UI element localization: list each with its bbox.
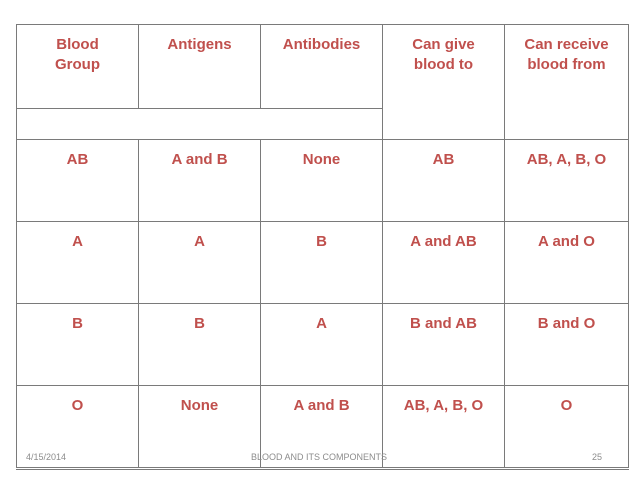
cell-blood-group: B (17, 304, 139, 386)
header-line: blood from (527, 56, 606, 73)
header-line: blood to (413, 56, 474, 73)
cell-can-receive: A and O (505, 222, 629, 304)
header-antigens (139, 25, 261, 109)
cell-can-receive: B and O (505, 304, 629, 386)
blood-group-table (16, 24, 629, 470)
cell-antibodies: B (261, 222, 383, 304)
cell-antigens: B (139, 304, 261, 386)
footer-title: BLOOD AND ITS COMPONENTS (251, 452, 388, 462)
table-row (17, 304, 629, 386)
header-line: Antibodies (282, 36, 361, 53)
cell-can-give: AB (383, 140, 505, 222)
cell-can-give: AB, A, B, O (383, 386, 505, 469)
cell-can-give: B and AB (383, 304, 505, 386)
cell-blood-group: AB (17, 140, 139, 222)
cell-antigens: A and B (139, 140, 261, 222)
cell-antibodies: None (261, 140, 383, 222)
cell-can-give: A and AB (383, 222, 505, 304)
header-line: Can receive (524, 36, 609, 53)
header-line: Can give (412, 36, 475, 53)
header-line: Blood (56, 36, 99, 53)
header-line: Antigens (167, 36, 232, 53)
header-row (17, 25, 629, 109)
table-row (17, 140, 629, 222)
table-row (17, 222, 629, 304)
header-can-receive (505, 25, 629, 140)
cell-antigens: None (139, 386, 261, 469)
footer-date: 4/15/2014 (26, 452, 67, 462)
cell-antibodies: A and B (261, 386, 383, 469)
header-can-give (383, 25, 505, 140)
header-line: Group (55, 56, 100, 73)
cell-antibodies: A (261, 304, 383, 386)
cell-can-receive: AB, A, B, O (505, 140, 629, 222)
header-spacer-cell (17, 109, 383, 140)
cell-can-receive: O (505, 386, 629, 469)
cell-antigens: A (139, 222, 261, 304)
footer-page-number: 25 (592, 452, 603, 462)
cell-blood-group: O (17, 386, 139, 469)
header-antibodies (261, 25, 383, 109)
cell-blood-group: A (17, 222, 139, 304)
header-blood-group (17, 25, 139, 109)
